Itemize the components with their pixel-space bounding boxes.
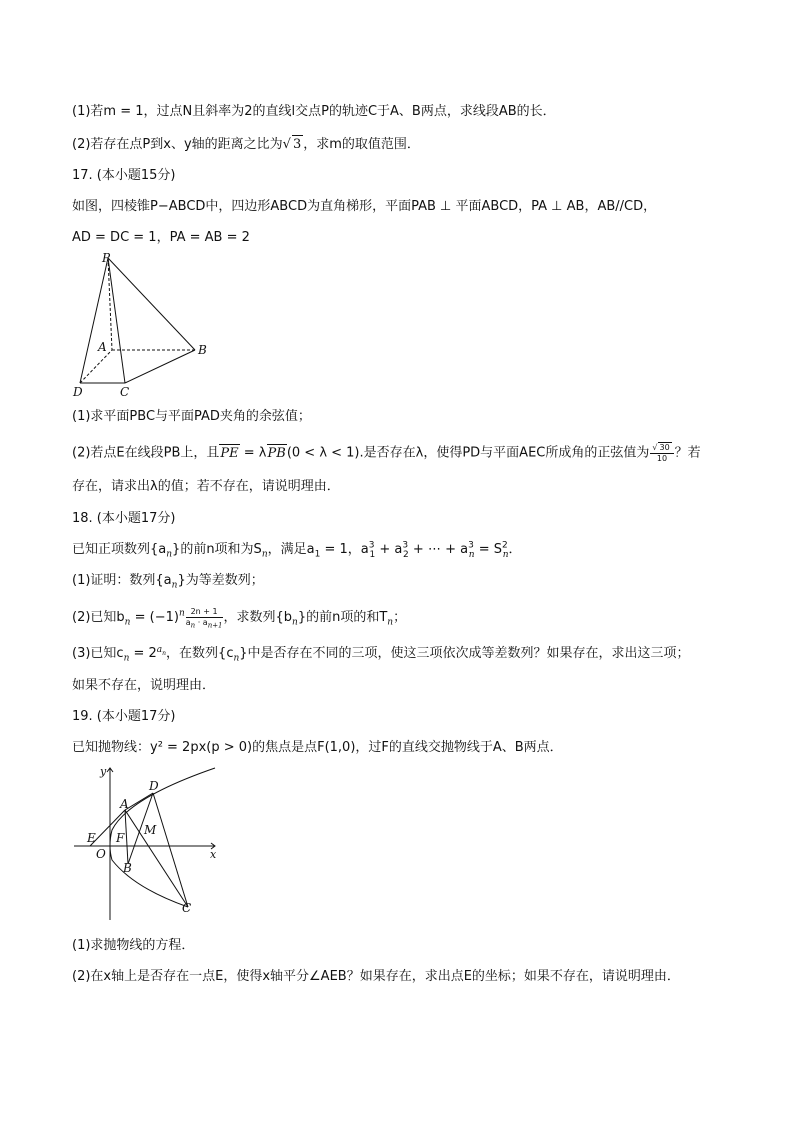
fig19-label-d: D [149,779,159,793]
fraction-2n-plus-1: $\frac{2n + 1}{a_n \cdot a_{n+1}}$ [185,607,223,630]
q17-part2-line1 [72,442,701,464]
fig19-label-m: M [144,823,157,837]
q17-part2-text-b: (0 < λ < 1).是否存在λ，使得PD与平面AEC所成角的正弦值为 [286,445,650,461]
fig17-label-p: P [102,251,111,265]
q17-part1: (1)求平面PBC与平面PAD夹角的余弦值； [72,409,311,424]
vector-pe: PE [220,445,239,461]
q18-stem: 已知正项数列$\{a_n\}$的前n项和为$S_n$，满足$a_1 = 1$，$a^3_1 + a^3_2$ + ⋯ + $a^3_n = S^2_n$． [72,540,522,560]
q17-part2-eq: = λ [239,445,267,461]
q16-part2: (2)若存在点P到x、y轴的距离之比为√ 3 ，求m的取值范围． [72,137,420,152]
q18-part3-line1: (3)已知$c_n = 2^{a_n}$，在数列$\{c_n\}$中是否存在不同的三项，使这三项依次成等差数列？如果存在，求出这三项； [72,644,690,664]
q18-part1: (1)证明：数列$\{a_n\}$为等差数列； [72,573,264,591]
q16-part1: (1)若m = 1，过点N且斜率为2的直线l交点P的轨迹C于A、B两点，求线段AB的长． [72,104,556,119]
fig19-label-x: x [210,848,217,861]
q19-parabola-figure [70,760,230,925]
q19-header: 19. (本小题17分) [72,709,176,724]
fig17-label-b: B [198,343,207,357]
fig17-label-a: A [98,340,107,354]
fig17-label-d: D [73,385,83,399]
q17-pyramid-figure [70,250,210,400]
sqrt-3: 3 [292,137,302,152]
q19-part1: (1)求抛物线的方程． [72,938,195,953]
fig17-label-c: C [120,385,130,399]
q17-stem-line1: 如图，四棱锥P−ABCD中，四边形ABCD为直角梯形，平面PAB ⊥ 平面ABCD，PA ⊥ AB，AB//CD， [72,199,657,214]
q17-header: 17. (本小题15分) [72,168,176,183]
q18-part3-line2: 如果不存在，说明理由． [72,678,216,693]
q19-part2: (2)在x轴上是否存在一点E，使得x轴平分∠AEB？如果存在，求出点E的坐标；如果不存在，请说明理由． [72,969,680,984]
fraction-sqrt30-over-10: $\frac{√ 30}{10}$ [650,442,673,464]
fig19-label-o: O [96,847,106,861]
fig19-label-y: y [100,765,107,778]
fig19-label-c: C [182,901,192,915]
q17-part2-line2: 存在，请求出λ的值；若不存在，请说明理由． [72,479,340,494]
q16-part2-post: ，求m的取值范围． [303,137,420,152]
q17-part2-text-c: ？若 [674,445,701,461]
q17-part2-text-a: (2)若点E在线段PB上，且 [72,445,220,461]
fig19-label-a: A [120,797,129,811]
fig19-label-e: E [87,831,96,845]
q16-part2-pre: (2)若存在点P到x、y轴的距离之比为 [72,137,283,152]
q18-part2: (2)已知$b_n = (-1)^n$ $\frac{2n + 1}{a_n \cdot a_{n+1}}$ ，求数列$\{b_n\}$的前n项的和$T_n$； [72,607,407,630]
fig19-label-f: F [116,831,125,845]
q18-header: 18. (本小题17分) [72,511,176,526]
q17-stem-line2: AD = DC = 1，PA = AB = 2 [72,230,250,245]
fig19-label-b: B [123,861,132,875]
vector-pb: PB [267,445,286,461]
q19-stem: 已知抛物线：y² = 2px(p > 0)的焦点是点F(1,0)，过F的直线交抛物线于A、B两点． [72,740,563,755]
